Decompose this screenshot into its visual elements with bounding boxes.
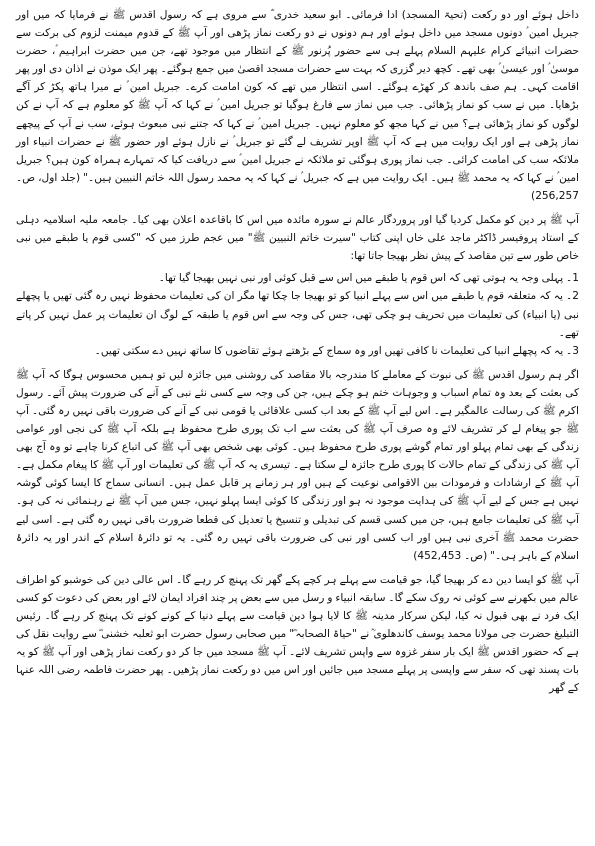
paragraph-mosque-prayer: داخل ہوئے اور دو رکعت (تحیۃ المسجد) ادا فرمائی۔ ابو سعید خدری ؓ سے مروی ہے کہ رسول اقدس ﷺ نے فرمایا کہ میں اور جبریل امین ؑ دونوں مسجد میں داخل ہوئے اور ہم دونوں نے دو رکعت نماز پڑھی اور آپ ﷺ کے قدوم میمنت لزوم کی برکت سے حضرات انبیائے کرام علیہم السلام پہلے ہی سے حضور پُرنور ﷺ کے انتظار میں موجود تھے، جن میں حضرت ابراہیم ؑ، حضرت موسیٰ ؑ اور عیسیٰ ؑ بھی تھے۔ کچھ دیر گزری کہ بہت سے حضرات مسجد اقصیٰ میں جمع ہوگئے۔ پھر ایک موذن نے اذان دی اور پھر اقامت کہی۔ ہم صف باندھ کر کھڑے ہوگئے۔ اسی انتظار میں تھے کہ کون امامت کرے۔ جبریل امین ؑ نے میرا ہاتھ پکڑ کر آگے بڑھایا۔ میں نے سب کو نماز پڑھائی۔ جب میں نماز سے فارغ ہوگیا تو جبریل امین ؑ نے کہا کہ آپ ﷺ کو معلوم ہے کہ آپ نے کن لوگوں کو نماز پڑھائی ہے؟ میں نے کہا مجھ کو معلوم نہیں۔ جبریل امین ؑ نے کہا کہ جتنے نبی مبعوث ہوئے، سب نے آپ کے پیچھے نماز پڑھی ہے اور ایک روایت میں ہے کہ آپ ﷺ اوپر تشریف لے گئے تو جبریل ؑ نے نازل ہوئے اور حضور ﷺ نے حضرات انبیاء اور ملائکہ سب کی امامت کرائی۔ جب نماز پوری ہوگئی تو ملائکہ نے جبریل امین ؑ سے دریافت کیا کہ تمہارے ہمراہ کون ہیں؟ جبریل امین ؑ نے کہا کہ یہ محمد ﷺ ہیں۔ ایک روایت میں ہے کہ جبریل ؑ نے کہا کہ یہ محمد رسول اللہ خاتم النبیین ہیں۔" (جلد اول، ص۔ 256,257) bbox=[16, 9, 579, 202]
list-number: 1۔ bbox=[566, 272, 579, 285]
list-text: یہ کہ متعلقہ قوم یا طبقے میں اس سے پہلے انبیا کو تو بھیجا جا چکا تھا مگر ان کی تعلیمات محفوظ نہیں رہ گئی تھیں یا پچھلے نبی (یا انبیاء) کی تعلیمات میں تحریف ہو چکی تھی، جس کی وجہ سے اس قوم یا طبقہ کے لوگ ان تعلیمات پر عمل نہیں کر پاتے تھے۔ bbox=[16, 290, 579, 339]
paragraph-prophet-purpose-intro: آپ ﷺ پر دین کو مکمل کردیا گیا اور پروردگار عالم نے سورہ مائدہ میں اس کا باقاعدہ اعلان بھی کیا۔ جامعہ ملیہ اسلامیہ دہلی کے استاد پروفیسر ڈاکٹر ماجد علی خاں اپنی کتاب "سیرت خاتم النبیین ﷺ" میں عجم طرز میں کہ "کسی قوم یا طبقے میں نبی خاص طور سے تین مقاصد کے پیش نظر بھیجا جاتا تھا: bbox=[16, 214, 579, 263]
list-number: 2۔ bbox=[566, 290, 580, 303]
paragraph-religion-spread: آپ ﷺ کو ایسا دین دے کر بھیجا گیا، جو قیامت سے پہلے ہر کچے پکے گھر تک پہنچ کر رہے گا۔ اس عالی دین کی خوشبو کو اطراف عالم میں بکھرنے سے کوئی نہ روک سکے گا۔ سابقہ انبیاء و رسل میں سے بعض پر چند افراد ایمان لائے اور بعض کی دعوت کو کسی ایک فرد نے بھی قبول نہ کیا، لیکن سرکار مدینہ ﷺ کا لایا ہوا دین قیامت سے پہلے دنیا کے کونے کونے تک پہنچ کر رہے گا۔ رئیس التبلیغ حضرت جی مولانا محمد یوسف کاندھلوی ؒ نے "حیاۃ الصحابہ ؓ" میں صحابی رسول حضرت ابو ثعلبہ خشنی ؓ سے روایت نقل کی ہے کہ حضور اقدس ﷺ ایک بار سفر غزوہ سے واپس تشریف لائے۔ آپ ﷺ مسجد میں جا کر دو رکعت نماز پڑھی اور آپ ﷺ کو یہ بات پسند تھی کہ سفر سے واپسی پر پہلے مسجد میں جائیں اور اس میں دو رکعت نماز پڑھیں۔ پھر حضرت فاطمہ رضی اللہ عنہا کے گھر bbox=[16, 573, 579, 695]
numbered-list bbox=[16, 269, 579, 359]
list-item bbox=[16, 269, 579, 287]
list-item bbox=[16, 342, 579, 360]
list-text: پہلی وجہ یہ ہوتی تھی کہ اس قوم یا طبقے میں اس سے قبل کوئی اور نبی نہیں بھیجا گیا تھا۔ bbox=[158, 272, 564, 285]
list-item bbox=[16, 287, 579, 341]
list-number: 3۔ bbox=[566, 344, 579, 357]
paragraph-finality-of-prophethood: اگر ہم رسول اقدس ﷺ کی نبوت کے معاملے کا مندرجہ بالا مقاصد کی روشنی میں جائزہ لیں تو ہمیں محسوس ہوگا کہ آپ ﷺ کی بعثت کے بعد وہ تمام اسباب و وجوہات ختم ہو چکے ہیں، جن کی وجہ سے کسی نئے نبی کے آنے کی ضرورت پیش آئے۔ رسول اکرم ﷺ کی رسالت عالمگیر ہے۔ اس لیے آپ ﷺ کے بعد اب کسی علاقائی یا قومی نبی کے آنے کی ضرورت باقی نہیں رہ گئی۔ آپ ﷺ جو پیغام لے کر تشریف لائے وہ صرف آپ ﷺ کی بعثت سے اب تک پوری طرح محفوظ ہے بلکہ آپ ﷺ کی نجی اور عوامی زندگی کے بھی تمام پہلو اور تمام گوشے پوری طرح محفوظ ہیں۔ کوئی بھی شخص بھی آپ ﷺ کی اتباع کرنا چاہے تو وہ آج بھی آپ ﷺ کی زندگی کے تمام حالات کا پوری طرح جائزہ لے سکتا ہے۔ تیسری یہ کہ آپ ﷺ کی تعلیمات اور آپ ﷺ کا پیغام مکمل ہے۔ آپ ﷺ کے ارشادات و فرمودات بین الاقوامی نوعیت کے ہیں اور ہر زمانے پر قابل عمل ہیں۔ انسانی سماج کا ایسا کوئی گوشہ نہیں ہے جس کے لیے آپ ﷺ کی ہدایت موجود نہ ہو اور زندگی کا کوئی ایسا پہلو نہیں، جس میں آپ ﷺ نے رہنمائی نہ کی ہو۔ آپ ﷺ کی تعلیمات جامع ہیں، جن میں کسی قسم کی تبدیلی و تنسیخ یا تعدیل کی قطعا ضرورت باقی نہیں رہ گئی ہے۔ اسی لیے حضرت محمد ﷺ آخری نبی ہیں اور اب کسی اور نبی کی ضرورت باقی نہیں رہ گئی۔ یہ تو دائرۂ اسلام کے اندر اور یہ دائرۂ اسلام کے باہر ہی۔" (ص۔ 452,453) bbox=[16, 368, 579, 562]
list-text: یہ کہ پچھلے انبیا کی تعلیمات نا کافی تھیں اور وہ سماج کے بڑھتے ہوئے تقاضوں کا ساتھ نہیں دے سکتی تھیں۔ bbox=[94, 344, 564, 357]
